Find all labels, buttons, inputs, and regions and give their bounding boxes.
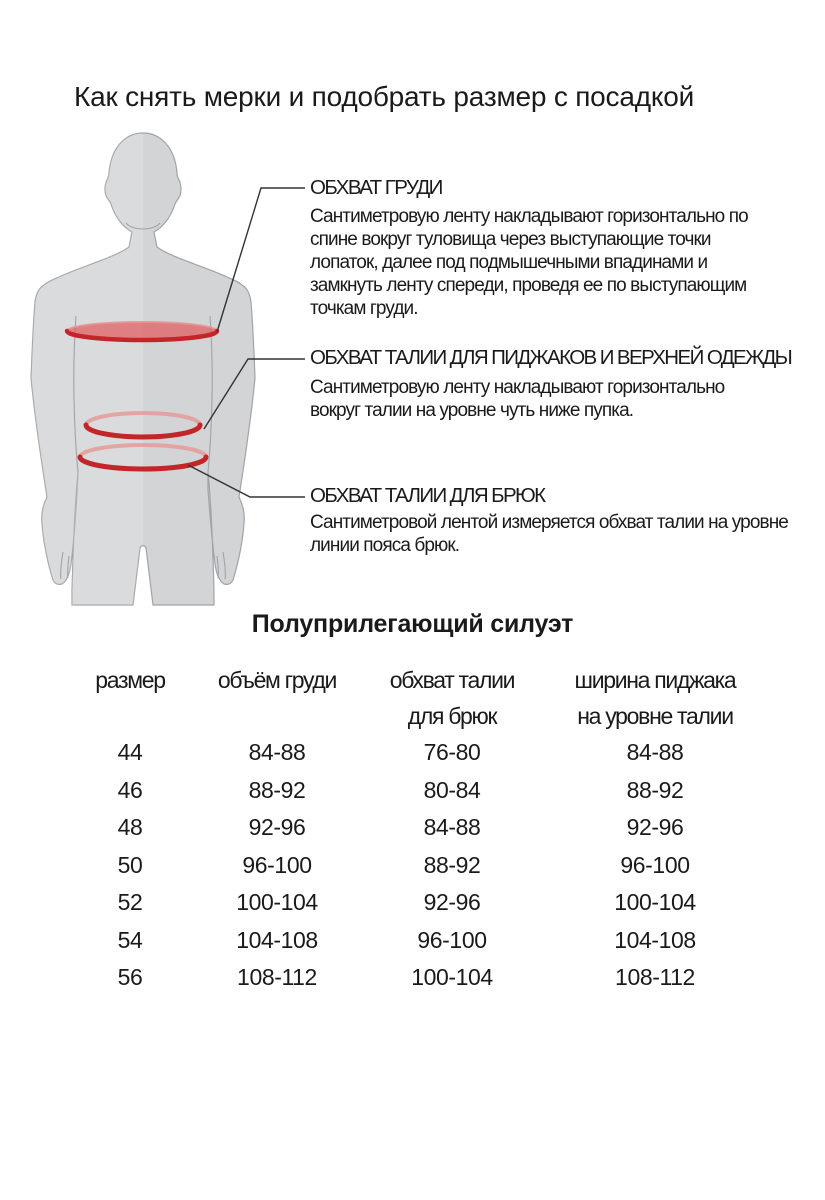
table-cell: 88-92 (626, 776, 684, 803)
table-cell: 92-96 (626, 814, 684, 840)
size-table-header-row (60, 662, 760, 734)
measurement-figure (20, 120, 320, 620)
jacket-waist-section-heading: ОБХВАТ ТАЛИИ ДЛЯ ПИДЖАКОВ И ВЕРХНЕЙ ОДЕЖДЫ (310, 346, 792, 369)
table-cell: 88-92 (423, 851, 481, 878)
trouser-waist-section-text: Сантиметровой лентой измеряется обхват талии на уровне линии пояса брюк. (310, 512, 788, 556)
table-row (60, 734, 760, 772)
table-cell: 100-104 (614, 889, 696, 915)
table-cell: 108-112 (615, 964, 695, 990)
table-cell: 46 (117, 776, 143, 803)
column-header-jacket-width: ширина пиджака на уровне талии (574, 667, 736, 729)
table-cell: 48 (117, 814, 143, 840)
table-cell: 84-88 (248, 739, 306, 765)
table-cell: 92-96 (423, 889, 481, 915)
column-header-waist-trousers: обхват талии для брюк (389, 667, 515, 729)
table-row (60, 884, 760, 922)
table-cell: 44 (117, 739, 143, 765)
table-cell: 92-96 (248, 814, 306, 840)
jacket-waist-section-text: Сантиметровую ленту накладывают горизонтально вокруг талии на уровне чуть ниже пупка. (310, 377, 725, 421)
page-title: Как снять мерки и подобрать размер с посадкой (74, 81, 695, 112)
table-cell: 104-108 (236, 926, 318, 953)
table-cell: 108-112 (237, 964, 317, 990)
table-cell: 96-100 (242, 851, 312, 878)
table-row (60, 809, 760, 847)
chest-tape (67, 322, 217, 340)
column-header-chest: объём груди (217, 667, 337, 693)
table-cell: 96-100 (620, 851, 690, 878)
silhouette-highlight (20, 120, 143, 620)
table-cell: 52 (117, 889, 143, 915)
table-row (60, 772, 760, 810)
table-row (60, 922, 760, 960)
chest-section-text: Сантиметровую ленту накладывают горизонтально по спине вокруг туловища через выступающие точки лопаток, далее под подмышечными впадинами и замкнуть ленту спереди, проведя ее по выступающим точкам груди. (310, 206, 748, 319)
table-cell: 84-88 (626, 739, 684, 765)
table-cell: 84-88 (423, 814, 481, 840)
table-cell: 96-100 (417, 926, 487, 953)
table-cell: 100-104 (411, 964, 493, 990)
table-row (60, 959, 760, 997)
column-header-size: размер (95, 667, 165, 693)
table-cell: 88-92 (248, 776, 306, 803)
table-cell: 100-104 (236, 889, 318, 915)
chest-section-heading: ОБХВАТ ГРУДИ (310, 176, 442, 199)
table-cell: 50 (117, 851, 143, 878)
table-cell: 54 (117, 926, 143, 953)
table-row (60, 847, 760, 885)
table-cell: 104-108 (614, 926, 696, 953)
size-table-body (60, 734, 760, 997)
size-table (60, 662, 760, 997)
size-table-title: Полуприлегающий силуэт (251, 610, 574, 638)
table-cell: 76-80 (423, 739, 481, 765)
table-cell: 56 (117, 964, 143, 990)
table-cell: 80-84 (423, 776, 481, 803)
trouser-waist-section-heading: ОБХВАТ ТАЛИИ ДЛЯ БРЮК (310, 484, 545, 507)
